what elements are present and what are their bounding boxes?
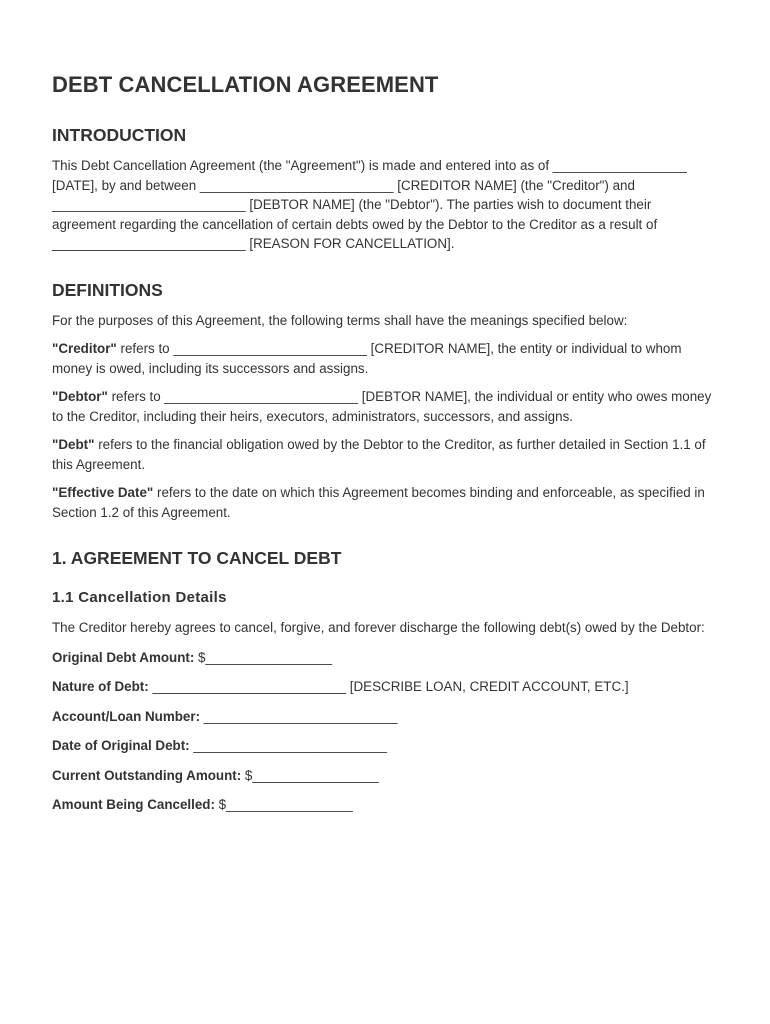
field-date-of-original-debt [52,736,718,756]
definition-creditor [52,339,718,378]
field-label: Amount Being Cancelled: [52,797,215,812]
field-label: Date of Original Debt: [52,738,190,753]
field-blank: __________________________ [189,738,387,753]
field-current-outstanding-amount [52,766,718,786]
definition-text: refers to __________________________ [DEBTOR NAME], the individual or entity who owes money to the Creditor, including their heirs, executors, administrators, successors, and assigns. [52,389,712,424]
field-label: Original Debt Amount: [52,649,195,665]
field-label: Nature of Debt: [52,679,149,694]
definition-term: "Debt" [52,437,95,452]
definition-text: refers to the financial obligation owed by the Debtor to the Creditor, as further detailed in Section 1.1 of this Agreement. [52,437,706,472]
field-blank: __________________________ [200,708,398,724]
field-account-loan-number [52,707,718,727]
definition-term: "Effective Date" [52,485,154,500]
field-amount-being-cancelled [52,795,718,815]
field-original-debt-amount [52,648,718,668]
definitions-heading: DEFINITIONS [52,279,163,300]
document-title: DEBT CANCELLATION AGREEMENT [52,72,439,97]
field-label: Account/Loan Number: [52,708,201,724]
definitions-intro: For the purposes of this Agreement, the following terms shall have the meanings specified below: [52,312,628,328]
field-blank: __________________________ [DESCRIBE LOAN, CREDIT ACCOUNT, ETC.] [148,679,629,694]
definition-debtor [52,387,718,426]
definitions-section [52,278,718,523]
field-blank: $_________________ [241,767,379,783]
field-blank: $_________________ [194,649,333,665]
definition-term: "Debtor" [52,389,108,404]
field-blank: $_________________ [214,797,353,812]
field-label: Current Outstanding Amount: [52,767,242,783]
subsection-1-1-heading: 1.1 Cancellation Details [52,589,227,606]
definition-text: refers to the date on which this Agreement becomes binding and enforceable, as specified in Section 1.2 of this Agreement. [52,485,705,520]
definition-effective-date [52,483,718,522]
definition-debt [52,435,718,474]
section-1-heading: 1. AGREEMENT TO CANCEL DEBT [52,548,342,568]
definition-term: "Creditor" [52,341,117,356]
cancellation-intro: The Creditor hereby agrees to cancel, forgive, and forever discharge the following debt(s) owed by the Debtor: [52,620,705,635]
field-nature-of-debt [52,677,718,697]
introduction-heading: INTRODUCTION [52,125,187,145]
introduction-paragraph: This Debt Cancellation Agreement (the "Agreement") is made and entered into as of __________________ [DATE], by and between __________________________ [CREDITOR NAME] (the "Creditor") and __________________________ [DEBTOR NAME] (the "Debtor"). The parties wish to document their agreement regarding the cancellation of certain debts owed by the Debtor to the Creditor as a result of __________________________ [REASON FOR CANCELLATION]. [52,158,687,251]
introduction-section [52,123,718,254]
agreement-to-cancel-section [52,546,718,815]
definition-text: refers to __________________________ [CREDITOR NAME], the entity or individual to whom money is owed, including its successors and assigns. [52,341,682,376]
